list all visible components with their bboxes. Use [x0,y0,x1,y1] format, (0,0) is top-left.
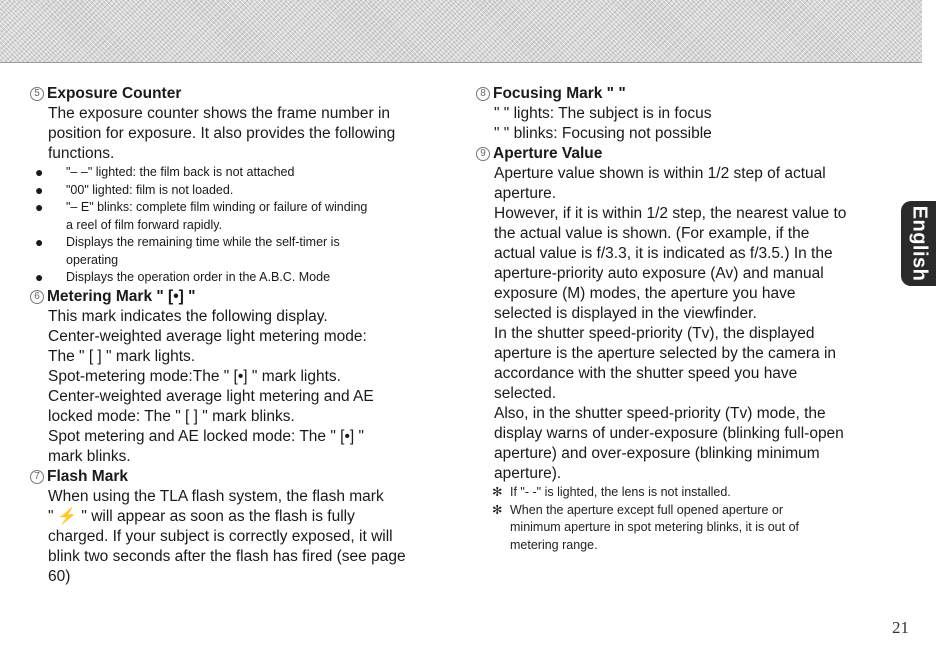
body-line: selected is displayed in the viewfinder. [494,305,757,322]
body-line: When using the TLA flash system, the flash mark [48,487,384,505]
body-line: the actual value is shown. (For example, if the [494,225,810,242]
bullet-line: operating [66,252,119,267]
body-line: actual value is f/3.3, it is indicated as f/3.5.) In the [494,245,833,262]
body-line: The " [ ] " mark lights. [48,347,196,365]
body-line: The exposure counter shows the frame number in [48,105,391,122]
note-line: If "- -" is lighted, the lens is not installed. [510,485,731,499]
body-line: charged. If your subject is correctly exposed, it will [48,527,393,545]
bullet-item [30,234,450,269]
bullet-line: a reel of film forward rapidly. [66,217,223,232]
body-line: Aperture value shown is within 1/2 step of actual [494,165,826,182]
body-line: However, if it is within 1/2 step, the nearest value to [494,205,847,222]
left-column [30,84,450,587]
section-body [30,307,450,467]
bullet-item [30,269,450,287]
note-line: minimum aperture in spot metering blinks, it is out of [510,520,800,534]
body-line: Also, in the shutter speed-priority (Tv) mode, the [494,405,826,422]
section-title: Metering Mark " [•] " [47,287,196,305]
body-line: exposure (M) modes, the aperture you have [494,285,796,302]
section-heading-metering-mark [30,287,450,307]
function-bullet-list [30,164,450,287]
body-line: aperture is the aperture selected by the camera in [494,345,837,362]
body-line: position for exposure. It also provides the following [48,125,396,142]
section-body [30,104,450,164]
body-line: " " blinks: Focusing not possible [494,125,712,142]
bullet-line: Displays the remaining time while the self-timer is [66,235,340,249]
section-title: Focusing Mark " " [493,85,626,102]
body-line: This mark indicates the following display. [48,307,328,325]
note-item [476,502,886,555]
body-line: aperture). [494,465,562,482]
header-texture-band [0,0,922,63]
section-number-7: 7 [30,470,44,484]
note-item [476,484,886,502]
note-line: When the aperture except full opened aperture or [510,502,784,517]
bullet-line: "00" lighted: film is not loaded. [66,182,234,197]
body-line: Spot metering and AE locked mode: The " [•] " [48,427,364,445]
section-number-5: 5 [30,87,44,101]
body-line: locked mode: The " [ ] " mark blinks. [48,407,295,425]
bullet-dot-icon: ● [35,199,44,215]
asterisk-icon: ✻ [492,485,503,499]
body-line: Spot-metering mode:The " [•] " mark lights. [48,367,341,385]
body-line: accordance with the shutter speed you have [494,365,798,382]
right-column [476,84,886,554]
body-line: " " lights: The subject is in focus [494,105,712,122]
section-heading-focusing-mark [476,84,886,104]
body-line: aperture-priority auto exposure (Av) and manual [494,265,824,282]
section-body [476,104,886,144]
body-line: selected. [494,385,557,402]
bullet-dot-icon: ● [35,234,44,250]
section-heading-flash-mark [30,467,450,487]
section-number-6: 6 [30,290,44,304]
language-tab [901,201,936,286]
body-line: " ⚡ " will appear as soon as the flash is fully [48,507,355,525]
body-line: display warns of under-exposure (blinking full-open [494,425,844,442]
section-heading-aperture-value [476,144,886,164]
body-line: functions. [48,145,115,162]
section-heading-exposure-counter [30,84,450,104]
bullet-dot-icon: ● [35,269,44,285]
note-line: metering range. [510,537,598,552]
bullet-line: "– E" blinks: complete film winding or failure of winding [66,200,368,214]
body-line: Center-weighted average light metering and AE [48,387,374,405]
bullet-dot-icon: ● [35,164,44,180]
body-line: Center-weighted average light metering mode: [48,327,367,345]
page-number: 21 [892,618,909,637]
body-line: aperture) and over-exposure (blinking minimum [494,445,820,462]
section-title: Aperture Value [493,145,603,162]
body-line: mark blinks. [48,447,131,465]
bullet-line: "– –" lighted: the film back is not attached [66,165,295,179]
bullet-item [30,164,450,182]
bullet-item [30,182,450,200]
body-line: In the shutter speed-priority (Tv), the displayed [494,325,815,342]
body-line: blink two seconds after the flash has fired (see page [48,547,406,565]
aperture-notes [476,484,886,554]
section-title: Exposure Counter [47,85,182,102]
asterisk-icon: ✻ [492,502,503,517]
section-number-9: 9 [476,147,490,161]
bullet-dot-icon: ● [35,181,44,198]
body-line: aperture. [494,185,557,202]
bullet-item [30,199,450,234]
bullet-line: Displays the operation order in the A.B.C. Mode [66,270,331,284]
section-number-8: 8 [476,87,490,101]
section-body [30,487,450,587]
language-tab-label: English [908,205,931,282]
body-line: 60) [48,567,71,585]
section-title: Flash Mark [47,467,128,485]
section-body [476,164,886,484]
